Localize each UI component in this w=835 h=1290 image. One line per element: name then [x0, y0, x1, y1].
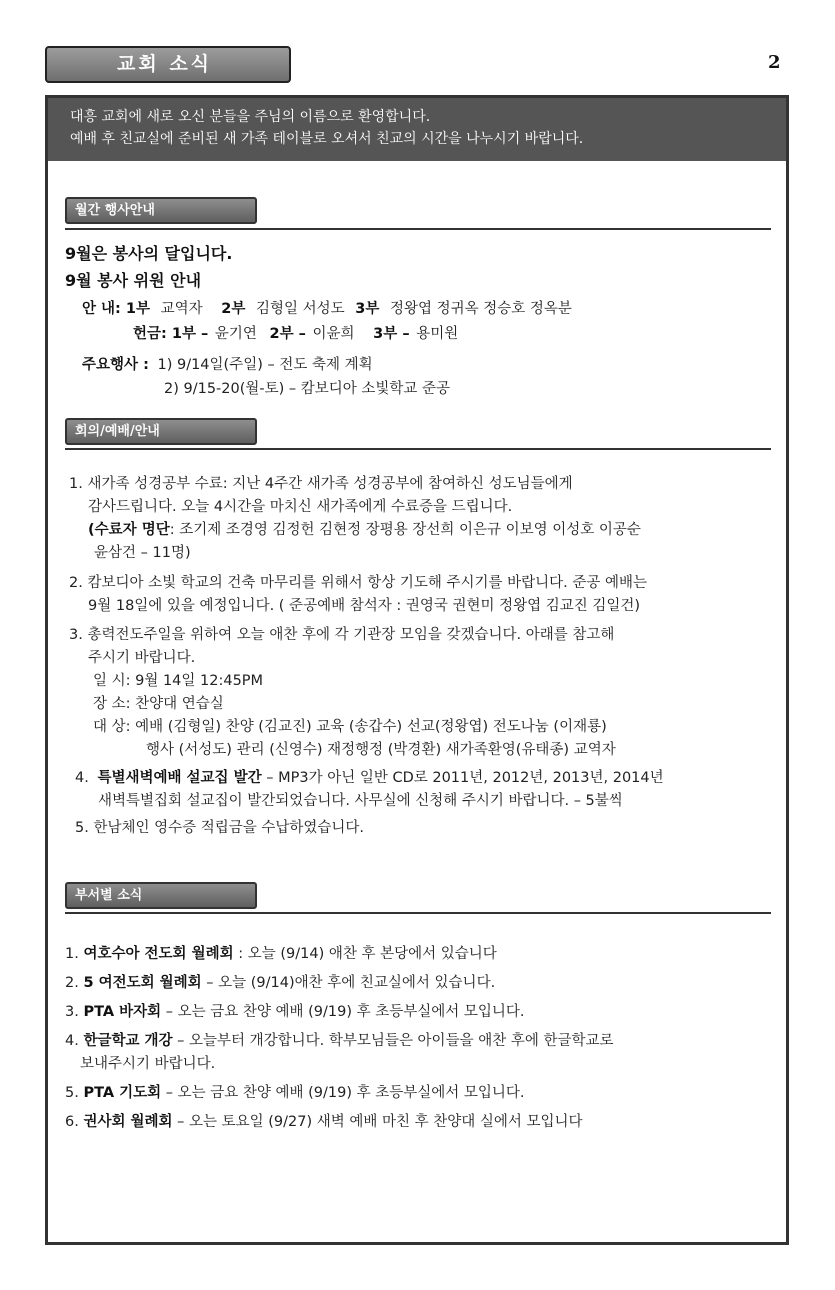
- department-item: [65, 1083, 525, 1103]
- department-item-title: 여호수아 전도회 월례회: [83, 946, 234, 962]
- department-item-number: 5.: [65, 1085, 84, 1101]
- department-item-number: 6.: [65, 1114, 84, 1130]
- item-4-number: 4.: [75, 770, 89, 786]
- guide-row: [82, 299, 572, 319]
- department-item-number: 3.: [65, 1004, 84, 1020]
- meeting-item-4-line-2: 새벽특별집회 설교집이 발간되었습니다. 사무실에 신청해 주시기 바랍니다. – 5불씩: [98, 793, 623, 809]
- guide-1: 교역자: [160, 301, 203, 317]
- offering-2-label: 2부 –: [269, 326, 306, 342]
- welcome-banner: [48, 98, 786, 161]
- guide-3-label: 3부: [355, 301, 380, 317]
- page-number: 2: [768, 52, 781, 73]
- meeting-target-1: 대 상: 예배 (김형일) 찬양 (김교진) 교육 (송갑수) 선교(정왕엽) 전도나눔 (이재룡): [93, 719, 607, 735]
- department-item-number: 2.: [65, 975, 84, 991]
- item-4-title: 특별새벽예배 설교집 발간: [97, 770, 262, 786]
- meeting-item-5: 5. 한남체인 영수증 적립금을 수납하였습니다.: [75, 820, 365, 836]
- department-item: [65, 973, 495, 993]
- meeting-item-1-line-1: 1. 새가족 성경공부 수료: 지난 4주간 새가족 성경공부에 참여하신 성도님들에게: [69, 476, 573, 492]
- section-divider: [65, 448, 771, 450]
- meeting-item-1-line-3: [88, 520, 641, 540]
- meeting-target-2: 행사 (서성도) 관리 (신영수) 재정행정 (박경환) 새가족환영(유태종) 교역자: [146, 742, 616, 758]
- guide-3: 정왕엽 정귀옥 정승호 정옥분: [389, 301, 572, 317]
- department-item-title: 5 여전도회 월례회: [83, 975, 202, 991]
- department-item: [65, 1112, 583, 1132]
- monthly-title-1: 9월은 봉사의 달입니다.: [65, 244, 233, 263]
- banner-line-1: 대흥 교회에 새로 오신 분들을 주님의 이름으로 환영합니다.: [70, 109, 431, 125]
- meeting-item-4-line-1: [75, 768, 664, 788]
- meeting-item-1-line-2: 감사드립니다. 오늘 4시간을 마치신 새가족에게 수료증을 드립니다.: [88, 499, 513, 515]
- department-item: [65, 1031, 613, 1051]
- department-item-text: – 오늘부터 개강합니다. 학부모님들은 아이들을 애찬 후에 한글학교로: [172, 1033, 614, 1049]
- meeting-item-3-line-1: 3. 총력전도주일을 위하여 오늘 애찬 후에 각 기관장 모임을 갖겠습니다. 아래를 참고해: [69, 627, 615, 643]
- offering-3: 용미원: [416, 326, 459, 342]
- department-item-title: 한글학교 개강: [83, 1033, 173, 1049]
- meeting-item-2-line-2: 9월 18일에 있을 예정입니다. ( 준공예배 참석자 : 권영국 권현미 정왕엽 김교진 김일건): [88, 598, 641, 614]
- department-item-text: – 오는 금요 찬양 예배 (9/19) 후 초등부실에서 모입니다.: [161, 1085, 525, 1101]
- offering-1: 윤기연: [214, 326, 257, 342]
- department-item: [65, 944, 497, 964]
- guide-2: 김형일 서성도: [255, 301, 345, 317]
- meeting-time: 일 시: 9월 14일 12:45PM: [93, 673, 264, 689]
- event-1: 1) 9/14일(주일) – 전도 축제 계획: [157, 357, 373, 373]
- department-item-number: 4.: [65, 1033, 84, 1049]
- department-item-text: – 오는 금요 찬양 예배 (9/19) 후 초등부실에서 모입니다.: [161, 1004, 525, 1020]
- section-heading-meetings: 회의/예배/안내: [65, 418, 257, 445]
- department-item-number: 1.: [65, 946, 84, 962]
- banner-line-2: 예배 후 친교실에 준비된 새 가족 테이블로 오셔서 친교의 시간을 나누시기 바랍니다.: [70, 131, 584, 147]
- monthly-title-2: 9월 봉사 위원 안내: [65, 271, 202, 290]
- department-item-4-line-2: 보내주시기 바랍니다.: [80, 1056, 216, 1072]
- event-2: 2) 9/15-20(월-토) – 캄보디아 소빛학교 준공: [164, 381, 451, 397]
- item-4-text: – MP3가 아닌 일반 CD로 2011년, 2012년, 2013년, 2014년: [261, 770, 664, 786]
- graduates-label: (수료자 명단: [88, 522, 170, 538]
- department-item-text: : 오늘 (9/14) 애찬 후 본당에서 있습니다: [233, 946, 497, 962]
- offering-2: 이윤희: [312, 326, 355, 342]
- department-item-text: – 오늘 (9/14)애찬 후에 친교실에서 있습니다.: [201, 975, 496, 991]
- meeting-item-2-line-1: 2. 캄보디아 소빛 학교의 건축 마무리를 위해서 항상 기도해 주시기를 바랍니다. 준공 예배는: [69, 575, 648, 591]
- guide-label: 안 내: 1부: [82, 301, 151, 317]
- section-heading-departments: 부서별 소식: [65, 882, 257, 909]
- department-item-title: 권사회 월례회: [83, 1114, 173, 1130]
- section-divider: [65, 912, 771, 914]
- events-row: [82, 355, 373, 375]
- meeting-item-1-line-4: 윤삼건 – 11명): [94, 545, 191, 561]
- section-heading-monthly: 월간 행사안내: [65, 197, 257, 224]
- department-item-title: PTA 바자회: [83, 1004, 162, 1020]
- department-item: [65, 1002, 525, 1022]
- guide-2-label: 2부: [221, 301, 246, 317]
- graduates-names: : 조기제 조경영 김정헌 김현정 장평용 장선희 이은규 이보영 이성호 이공순: [169, 522, 641, 538]
- offering-row: [133, 324, 458, 344]
- meeting-item-3-line-2: 주시기 바랍니다.: [88, 650, 196, 666]
- department-item-title: PTA 기도회: [83, 1085, 162, 1101]
- events-label: 주요행사 :: [82, 357, 149, 373]
- section-divider: [65, 228, 771, 230]
- offering-label: 헌금: 1부 –: [133, 326, 209, 342]
- department-item-text: – 오는 토요일 (9/27) 새벽 예배 마친 후 찬양대 실에서 모입니다: [172, 1114, 583, 1130]
- meeting-place: 장 소: 찬양대 연습실: [93, 696, 224, 712]
- header-title: 교회 소식: [45, 46, 291, 83]
- offering-3-label: 3부 –: [373, 326, 410, 342]
